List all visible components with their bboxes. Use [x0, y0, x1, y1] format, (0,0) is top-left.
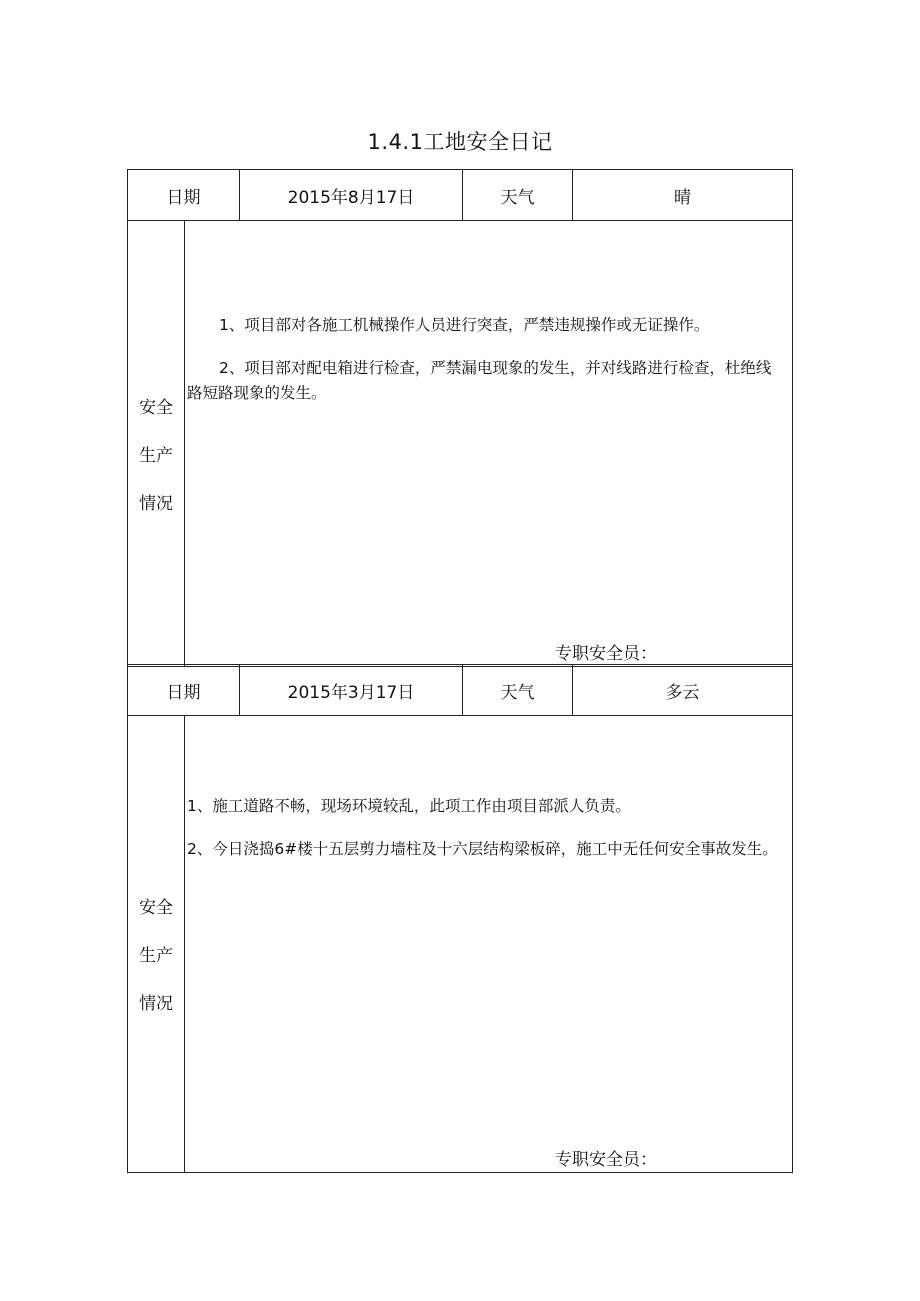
- safety-content-body: [187, 794, 778, 880]
- safety-log-table: [127, 664, 793, 1173]
- side-label-line: 安全: [139, 397, 173, 418]
- safety-item: 2、今日浇捣6#楼十五层剪力墙柱及十六层结构梁板碎，施工中无任何安全事故发生。: [187, 840, 778, 858]
- side-label-line: 生产: [139, 946, 173, 966]
- weather-label: 天气: [463, 665, 573, 716]
- weather-value: 晴: [573, 170, 793, 221]
- safety-content-cell: [185, 221, 793, 667]
- side-label-line: 情况: [139, 493, 173, 514]
- side-label-line: 安全: [139, 898, 173, 918]
- safety-item: 1、施工道路不畅，现场环境较乱，此项工作由项目部派人负责。: [187, 797, 631, 815]
- weather-label: 天气: [463, 170, 573, 221]
- date-label: 日期: [128, 665, 240, 716]
- safety-officer-signature-label: 专职安全员：: [555, 1150, 657, 1170]
- safety-item: 1、项目部对各施工机械操作人员进行突查，严禁违规操作或无证操作。: [219, 316, 710, 334]
- entry-content-row: [128, 221, 793, 667]
- safety-log-table: [127, 169, 793, 667]
- date-label: 日期: [128, 170, 240, 221]
- safety-production-label: [128, 716, 185, 1173]
- entry-content-row: [128, 716, 793, 1173]
- date-value: 2015年3月17日: [240, 665, 463, 716]
- safety-officer-signature-label: 专职安全员：: [555, 644, 657, 664]
- side-label-line: 生产: [139, 445, 173, 466]
- entry-header-row: [128, 170, 793, 221]
- side-label-line: 情况: [139, 994, 173, 1014]
- safety-item: 2、项目部对配电箱进行检查，严禁漏电现象的发生，并对线路进行检查，杜绝线路短路现象的发生。: [187, 359, 772, 402]
- weather-value: 多云: [573, 665, 793, 716]
- safety-production-label: [128, 221, 185, 667]
- date-value: 2015年8月17日: [240, 170, 463, 221]
- safety-content-body: [187, 313, 778, 424]
- page-title: 1.4.1工地安全日记: [367, 130, 553, 154]
- entry-header-row: [128, 665, 793, 716]
- safety-content-cell: [185, 716, 793, 1173]
